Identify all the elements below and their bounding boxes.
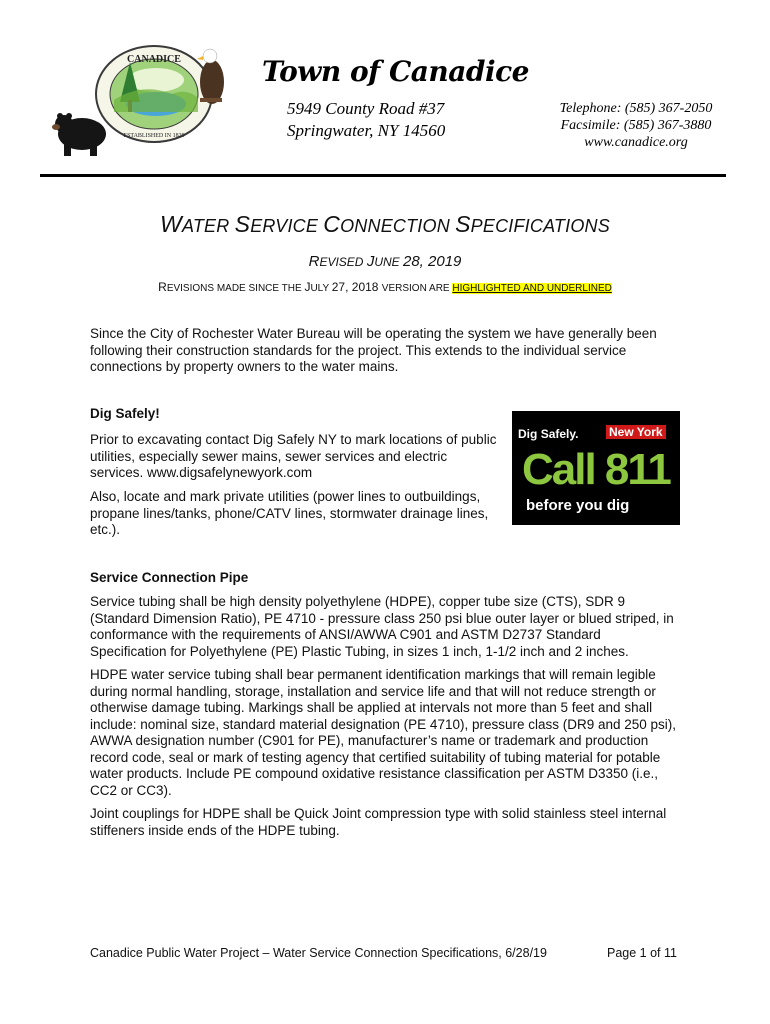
seal-text-top: CANADICE xyxy=(127,54,181,65)
address-line-2: Springwater, NY 14560 xyxy=(287,121,446,140)
footer-title: Canadice Public Water Project – Water Service Connection Specifications, 6/28/19 xyxy=(90,946,547,960)
page-number: Page 1 of 11 xyxy=(607,946,677,960)
revised-date: REVISED JUNE 28, 2019 xyxy=(308,253,462,270)
highlighted-text: HIGHLIGHTED AND UNDERLINED xyxy=(452,283,612,294)
document-title: WATER SERVICE CONNECTION SPECIFICATIONS xyxy=(160,211,610,237)
pipe-paragraph-2: HDPE water service tubing shall bear permanent identification markings that will remain legible during normal handling, storage, installation and service life and that will not reduce strength or otherwise damage tubing. Markings shall be applied at intervals not more than 5 feet and shall include: nominal size, standard material designation (PE 4710), pressure class (DR9 and 250 psi), AWWA designation number (C901 for PE), manufacturer’s name or trademark and production record code, seal or mark of testing agency that certified suitability of tubing material for potable water products. Include PE compound oxidative resistance classification per ASTM D3350 (i.e., CC2 or CC3). xyxy=(90,667,677,798)
dig-safely-paragraph-1: Prior to excavating contact Dig Safely NY to mark locations of public utilities, especially sewer mains, sewer services and electric services. www.digsafelynewyork.com xyxy=(90,432,497,480)
pipe-paragraph-1: Service tubing shall be high density polyethylene (HDPE), copper tube size (CTS), SDR 9 (Standard Dimension Ratio), PE 4710 - pressure class 250 psi blue outer layer or blued striped, in conformance with the requirements of ANSI/AWWA C901 and ASTM D2737 Standard Specification for Polyethylene (PE) Plastic Tubing, in sizes 1 inch, 1-1/2 inch and 2 inches. xyxy=(90,594,674,659)
dig-safely-paragraph-2: Also, locate and mark private utilities (power lines to outbuildings, propane lines/tanks, phone/CATV lines, stormwater drainage lines, etc.). xyxy=(90,489,489,537)
town-seal-logo xyxy=(52,42,232,162)
telephone: Telephone: (585) 367-2050 xyxy=(559,101,713,116)
website-link[interactable]: www.canadice.org xyxy=(584,135,688,150)
call-811-logo: Dig Safely. New York Call 811 before you dig xyxy=(512,411,680,525)
revisions-note: REVISIONS MADE SINCE THE JULY 27, 2018 VERSION ARE HIGHLIGHTED AND UNDERLINED xyxy=(158,280,612,294)
header-divider xyxy=(40,174,726,177)
seal-text-bottom: ESTABLISHED IN 1829 xyxy=(123,133,185,139)
dig-safely-heading: Dig Safely! xyxy=(90,406,160,421)
intro-paragraph: Since the City of Rochester Water Bureau will be operating the system we have generally been following their construction standards for the project. This extends to the individual service connections by property owners to the water mains. xyxy=(90,326,657,374)
address-line-1: 5949 County Road #37 xyxy=(287,99,445,118)
service-connection-pipe-heading: Service Connection Pipe xyxy=(90,570,249,585)
bear-illustration xyxy=(52,113,106,156)
pipe-paragraph-3: Joint couplings for HDPE shall be Quick Joint compression type with solid stainless steel internal stiffeners inside ends of the HDPE tubing. xyxy=(90,806,667,838)
facsimile: Facsimile: (585) 367-3880 xyxy=(560,118,712,133)
town-title: Town of Canadice xyxy=(262,55,529,88)
